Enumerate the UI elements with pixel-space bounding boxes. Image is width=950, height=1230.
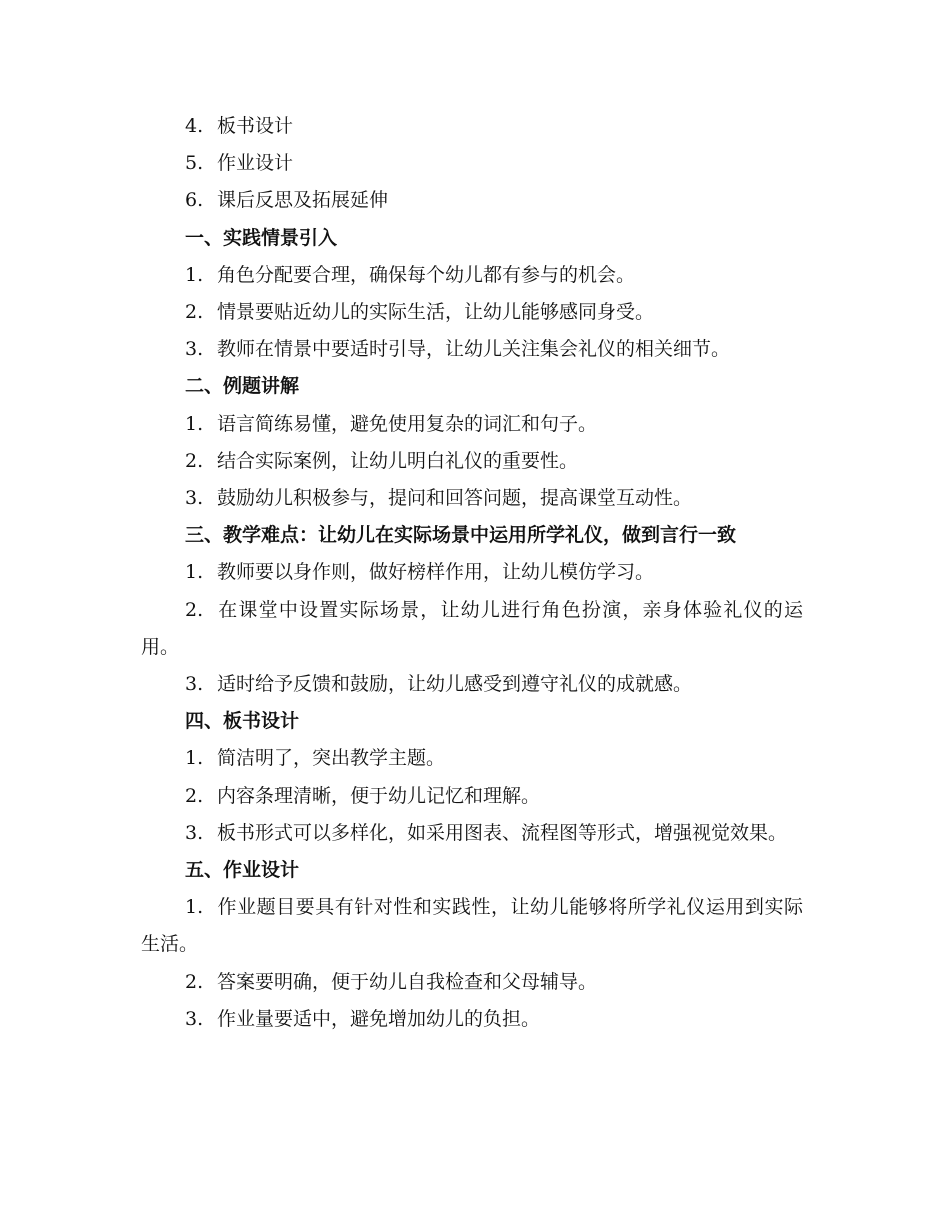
item-number: 3. xyxy=(185,673,204,696)
item-number: 4. xyxy=(185,115,204,137)
item-text: 在课堂中设置实际场景，让幼儿进行角色扮演，亲身体验礼仪的运用。 xyxy=(141,598,803,658)
item-text: 情景要贴近幼儿的实际生活，让幼儿能够感同身受。 xyxy=(217,301,655,324)
item-text: 适时给予反馈和鼓励，让幼儿感受到遵守礼仪的成就感。 xyxy=(217,673,693,696)
list-item xyxy=(141,666,803,703)
item-text: 语言简练易懂，避免使用复杂的词汇和句子。 xyxy=(217,412,598,435)
item-text: 结合实际案例，让幼儿明白礼仪的重要性。 xyxy=(217,449,579,472)
list-item xyxy=(141,964,803,1001)
list-item xyxy=(141,257,803,294)
section-heading: 二、例题讲解 xyxy=(185,375,300,398)
item-number: 5. xyxy=(185,152,204,175)
item-number: 1. xyxy=(185,896,204,919)
item-text: 鼓励幼儿积极参与，提问和回答问题，提高课堂互动性。 xyxy=(217,487,693,510)
list-item xyxy=(141,592,803,666)
item-number: 6. xyxy=(185,189,204,212)
list-item xyxy=(141,182,803,219)
item-number: 2. xyxy=(185,970,204,993)
item-text: 内容条理清晰，便于幼儿记忆和理解。 xyxy=(217,784,541,807)
section-heading: 一、实践情景引入 xyxy=(185,226,338,249)
list-item xyxy=(141,145,803,182)
list-item xyxy=(141,108,803,145)
item-number: 2. xyxy=(185,784,204,807)
list-item xyxy=(141,889,803,963)
item-text: 答案要明确，便于幼儿自我检查和父母辅导。 xyxy=(217,970,598,993)
list-item xyxy=(141,815,803,852)
item-text: 简洁明了，突出教学主题。 xyxy=(217,747,446,770)
item-number: 2. xyxy=(185,598,204,621)
list-item xyxy=(141,443,803,480)
item-text: 作业设计 xyxy=(217,152,294,175)
item-number: 3. xyxy=(185,487,204,510)
list-item xyxy=(141,294,803,331)
list-item xyxy=(141,778,803,815)
item-text: 角色分配要合理，确保每个幼儿都有参与的机会。 xyxy=(217,263,636,286)
item-text: 课后反思及拓展延伸 xyxy=(217,189,389,212)
item-number: 1. xyxy=(185,412,204,435)
list-item xyxy=(141,406,803,443)
item-number: 1. xyxy=(185,747,204,770)
section-heading: 三、教学难点：让幼儿在实际场景中运用所学礼仪，做到言行一致 xyxy=(185,524,737,547)
item-number: 2. xyxy=(185,449,204,472)
list-item xyxy=(141,554,803,591)
item-text: 教师要以身作则，做好榜样作用，让幼儿模仿学习。 xyxy=(217,561,655,584)
item-text: 教师在情景中要适时引导，让幼儿关注集会礼仪的相关细节。 xyxy=(217,338,731,361)
item-text: 板书设计 xyxy=(217,115,294,137)
item-number: 3. xyxy=(185,338,204,361)
item-number: 1. xyxy=(185,263,204,286)
list-item xyxy=(141,1001,803,1038)
item-number: 2. xyxy=(185,301,204,324)
item-number: 3. xyxy=(185,1007,204,1030)
item-number: 1. xyxy=(185,561,204,584)
list-item xyxy=(141,331,803,368)
item-number: 3. xyxy=(185,821,204,844)
section-heading: 五、作业设计 xyxy=(185,859,300,882)
section-heading: 四、板书设计 xyxy=(185,710,300,733)
document-body xyxy=(141,108,803,1038)
item-text: 板书形式可以多样化，如采用图表、流程图等形式，增强视觉效果。 xyxy=(217,821,788,844)
item-text: 作业量要适中，避免增加幼儿的负担。 xyxy=(217,1007,541,1030)
list-item xyxy=(141,740,803,777)
item-text: 作业题目要具有针对性和实践性，让幼儿能够将所学礼仪运用到实际生活。 xyxy=(141,896,803,956)
list-item xyxy=(141,480,803,517)
